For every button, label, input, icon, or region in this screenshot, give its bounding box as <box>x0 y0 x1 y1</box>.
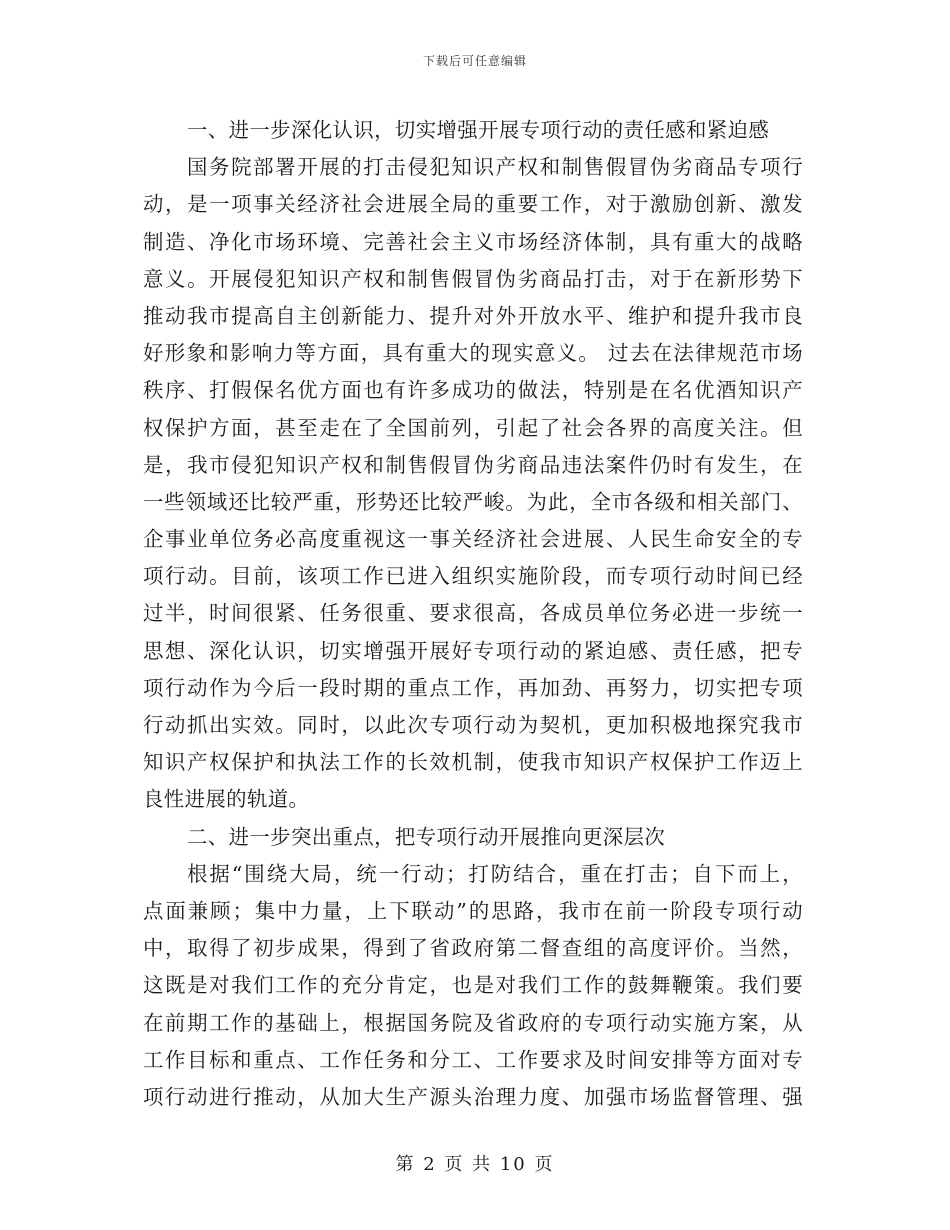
paragraph-line: 根据“围绕大局，统一行动；打防结合，重在打击；自下而上， <box>187 861 803 886</box>
paragraph-line: 项行动作为今后一段时期的重点工作，再加劲、再努力，切实把专项 <box>143 675 803 700</box>
paragraph-line: 项行动。目前，该项工作已进入组织实施阶段，而专项行动时间已经 <box>143 564 803 589</box>
paragraph-line: 行动抓出实效。同时，以此次专项行动为契机，更加积极地探究我市 <box>143 713 803 737</box>
paragraph-line: 良性进展的轨道。 <box>143 787 310 812</box>
paragraph-line: 意义。开展侵犯知识产权和制售假冒伪劣商品打击，对于在新形势下 <box>143 266 803 291</box>
paragraph-line: 工作目标和重点、工作任务和分工、工作要求及时间安排等方面对专 <box>143 1047 803 1072</box>
section-heading-2: 二、进一步突出重点，把专项行动开展推向更深层次 <box>187 824 666 849</box>
paragraph-line: 点面兼顾；集中力量，上下联动”的思路，我市在前一阶段专项行动 <box>143 898 803 923</box>
paragraph-line: 在前期工作的基础上，根据国务院及省政府的专项行动实施方案，从 <box>143 1010 803 1035</box>
paragraph-line: 秩序、打假保名优方面也有许多成功的做法，特别是在名优酒知识产 <box>143 378 803 403</box>
paragraph-line: 制造、净化市场环境、完善社会主义市场经济体制，具有重大的战略 <box>143 229 803 254</box>
paragraph-line: 权保护方面，甚至走在了全国前列，引起了社会各界的高度关注。但 <box>143 415 803 440</box>
paragraph-line: 国务院部署开展的打击侵犯知识产权和制售假冒伪劣商品专项行 <box>187 155 803 180</box>
paragraph-line: 一些领域还比较严重，形势还比较严峻。为此，全市各级和相关部门、 <box>143 489 803 514</box>
page-header-note: 下载后可任意编辑 <box>422 54 527 68</box>
paragraph-line: 这既是对我们工作的充分肯定，也是对我们工作的鼓舞鞭策。我们要 <box>143 973 803 998</box>
document-body <box>143 112 803 1116</box>
page-number-footer: 第 2 页 共 10 页 <box>395 1154 555 1175</box>
paragraph-line: 中，取得了初步成果，得到了省政府第二督查组的高度评价。当然， <box>143 936 803 961</box>
section-heading-1: 一、进一步深化认识，切实增强开展专项行动的责任感和紧迫感 <box>187 118 770 142</box>
paragraph-line: 是，我市侵犯知识产权和制售假冒伪劣商品违法案件仍时有发生，在 <box>143 452 803 477</box>
paragraph-line: 思想、深化认识，切实增强开展好专项行动的紧迫感、责任感，把专 <box>143 638 803 663</box>
paragraph-line: 动，是一项事关经济社会进展全局的重要工作，对于激励创新、激发 <box>143 192 803 217</box>
paragraph-line: 知识产权保护和执法工作的长效机制，使我市知识产权保护工作迈上 <box>143 750 803 775</box>
paragraph-line: 推动我市提高自主创新能力、提升对外开放水平、维护和提升我市良 <box>143 303 803 328</box>
paragraph-line: 项行动进行推动，从加大生产源头治理力度、加强市场监督管理、强 <box>143 1084 803 1109</box>
paragraph-line: 过半，时间很紧、任务很重、要求很高，各成员单位务必进一步统一 <box>143 601 803 626</box>
paragraph-line: 好形象和影响力等方面，具有重大的现实意义。 过去在法律规范市场 <box>143 341 803 366</box>
paragraph-line: 企事业单位务必高度重视这一事关经济社会进展、人民生命安全的专 <box>143 527 803 552</box>
